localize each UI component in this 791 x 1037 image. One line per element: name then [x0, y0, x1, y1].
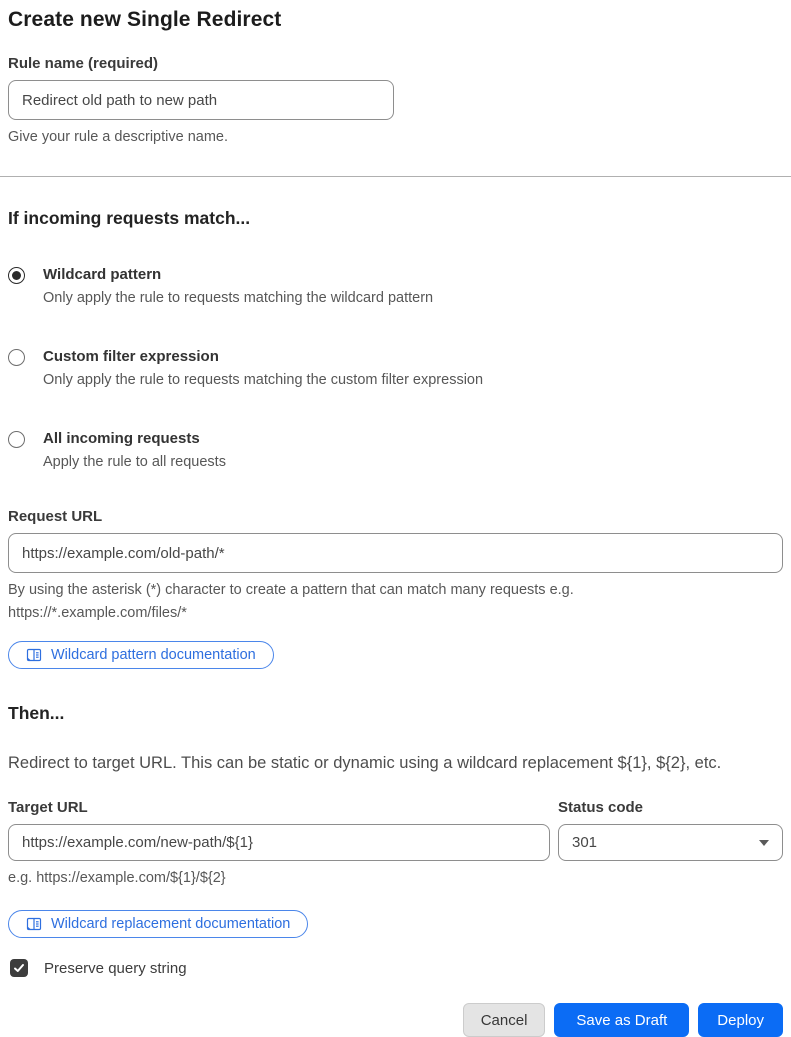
preserve-query-string-label: Preserve query string: [44, 959, 187, 977]
radio-option-wildcard-pattern[interactable]: [8, 264, 783, 310]
rule-name-label: Rule name (required): [8, 55, 159, 72]
then-section-heading: Then...: [8, 703, 65, 723]
rule-name-field-group: [8, 55, 783, 149]
radio-button-icon[interactable]: [8, 267, 25, 284]
request-url-label: Request URL: [8, 508, 103, 525]
target-url-input[interactable]: [8, 824, 550, 861]
radio-option-description: Only apply the rule to requests matching the wildcard pattern: [43, 290, 434, 306]
target-url-field-group: [8, 799, 550, 890]
request-url-help-line2: https://*.example.com/files/*: [8, 605, 187, 621]
cancel-button[interactable]: Cancel: [463, 1003, 546, 1037]
radio-option-description: Apply the rule to all requests: [43, 454, 226, 470]
radio-button-icon[interactable]: [8, 431, 25, 448]
status-code-select[interactable]: [558, 824, 783, 861]
radio-option-description: Only apply the rule to requests matching the custom filter expression: [43, 372, 484, 388]
rule-name-input[interactable]: [8, 80, 394, 120]
wildcard-pattern-documentation-button[interactable]: [8, 641, 274, 669]
preserve-query-string-row[interactable]: [8, 959, 783, 977]
radio-option-custom-filter-expression[interactable]: [8, 346, 783, 392]
match-section-heading: If incoming requests match...: [8, 208, 251, 228]
request-url-help-line1: By using the asterisk (*) character to create a pattern that can match many requests e.g.: [8, 582, 574, 598]
status-code-label: Status code: [558, 799, 644, 816]
checkbox-checked-icon[interactable]: [10, 959, 28, 977]
radio-button-icon[interactable]: [8, 349, 25, 366]
radio-option-label: Custom filter expression: [43, 348, 219, 365]
open-book-icon: [26, 916, 42, 932]
deploy-button[interactable]: Deploy: [698, 1003, 783, 1037]
radio-option-label: Wildcard pattern: [43, 266, 162, 283]
radio-option-all-incoming-requests[interactable]: [8, 428, 783, 474]
open-book-icon: [26, 647, 42, 663]
status-code-selected-value: 301: [572, 834, 598, 851]
match-radio-group: [8, 264, 783, 474]
status-code-field-group: [558, 799, 783, 890]
doc-button-label: Wildcard pattern documentation: [51, 647, 256, 663]
target-url-status-row: [8, 799, 783, 890]
radio-option-label: All incoming requests: [43, 430, 200, 447]
wildcard-replacement-documentation-button[interactable]: [8, 910, 308, 938]
request-url-input[interactable]: [8, 533, 783, 573]
save-as-draft-button[interactable]: Save as Draft: [554, 1003, 689, 1037]
chevron-down-icon: [759, 840, 769, 846]
section-divider: [0, 176, 791, 177]
target-url-label: Target URL: [8, 799, 88, 816]
request-url-field-group: [8, 508, 783, 669]
target-url-help: e.g. https://example.com/${1}/${2}: [8, 870, 226, 886]
request-url-help: [8, 579, 783, 625]
page-title: Create new Single Redirect: [8, 8, 282, 31]
rule-name-help: Give your rule a descriptive name.: [8, 129, 229, 145]
doc-button-label: Wildcard replacement documentation: [51, 916, 291, 932]
then-section-description: Redirect to target URL. This can be static or dynamic using a wildcard replacement ${1}, ${2}, etc.: [8, 754, 722, 772]
